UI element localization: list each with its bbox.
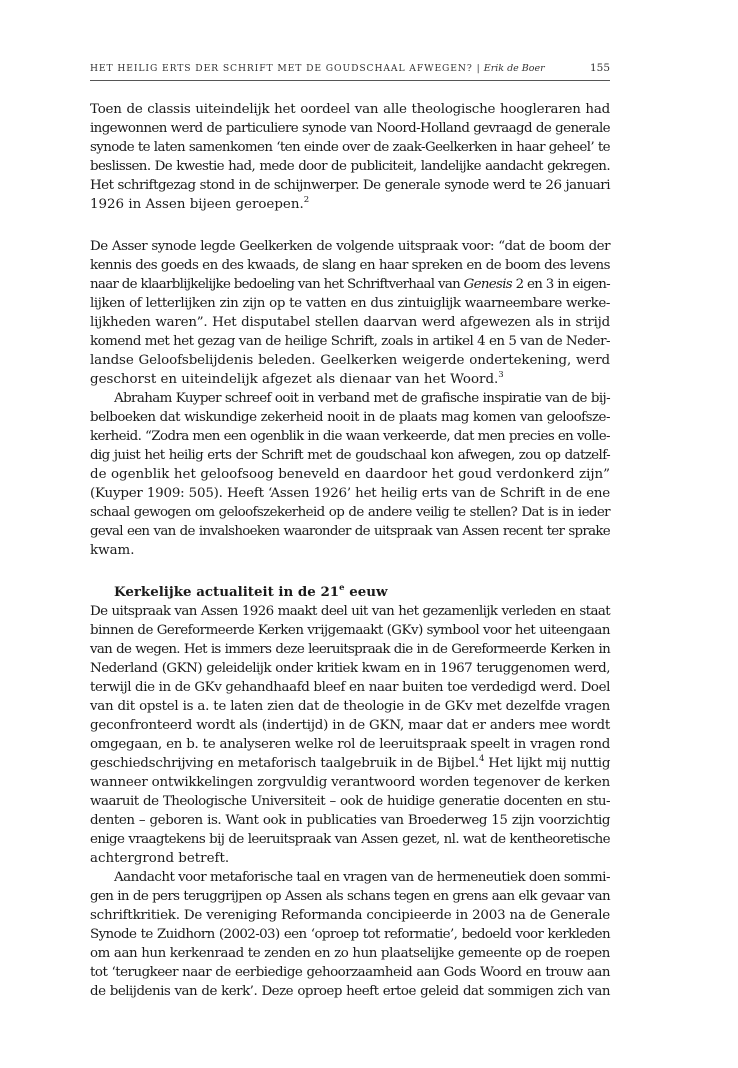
header-separator: | xyxy=(476,63,480,74)
text-line: Het schriftgezag stond in de schijnwerper. De generale synode werd te 26 januari xyxy=(90,178,610,193)
running-title: HET HEILIG ERTS DER SCHRIFT MET DE GOUDSCHAAL AFWEGEN? xyxy=(90,63,473,74)
paragraph-4 xyxy=(90,602,610,868)
text-line: van de wegen. Het is immers deze leeruitspraak die in de Gereformeerde Kerken in xyxy=(90,642,610,657)
text-line: achtergrond betreft. xyxy=(90,851,230,866)
text-line: kerheid. “Zodra men een ogenblik in die waan verkeerde, dat men precies en volle- xyxy=(90,429,610,444)
text-line: landse Geloofsbelijdenis beleden. Geelkerken weigerde ondertekening, werd xyxy=(90,353,610,368)
text-line xyxy=(90,370,610,389)
text-line: geval een van de invalshoeken waaronder de uitspraak van Assen recent ter sprake xyxy=(90,524,610,539)
text-line: schriftkritiek. De vereniging Reformanda concipieerde in 2003 na de Generale xyxy=(90,908,611,923)
text-line: waaruit de Theologische Universiteit – ook de huidige generatie docenten en stu- xyxy=(90,794,610,809)
heading-text: Kerkelijke actualiteit in de 21 xyxy=(114,584,340,600)
text-line: tot ‘terugkeer naar de eerbiedige gehoorzaamheid aan Gods Woord en trouw aan xyxy=(90,965,610,980)
text-line xyxy=(90,275,610,294)
heading-superscript: e xyxy=(339,582,345,593)
heading-text: eeuw xyxy=(344,584,388,600)
text-segment: 1926 in Assen bijeen geroepen. xyxy=(90,197,304,212)
text-segment: 2 en 3 in eigen- xyxy=(511,277,610,292)
text-line xyxy=(90,195,610,214)
text-line: omgegaan, en b. te analyseren welke rol de leeruitspraak speelt in vragen rond xyxy=(90,737,610,752)
page-number: 155 xyxy=(589,62,610,74)
text-line: geconfronteerd wordt als (indertijd) in de GKN, maar dat er anders mee wordt xyxy=(90,718,610,733)
text-line: Aandacht voor metaforische taal en vragen van de hermeneutiek doen sommi- xyxy=(114,870,610,885)
text-line: kwam. xyxy=(90,543,135,558)
text-line: Abraham Kuyper schreef ooit in verband met de grafische inspiratie van de bij- xyxy=(114,391,610,406)
text-line: beslissen. De kwestie had, mede door de publiciteit, landelijke aandacht gekregen. xyxy=(90,159,610,174)
header-rule xyxy=(90,80,610,81)
footnote-ref-4: 4 xyxy=(478,753,485,764)
text-line: De uitspraak van Assen 1926 maakt deel uit van het gezamenlijk verleden en staat xyxy=(90,604,610,619)
section-heading xyxy=(90,583,610,602)
text-line: van dit opstel is a. te laten zien dat de theologie in de GKv met dezelfde vragen xyxy=(90,699,610,714)
text-segment: geschiedschrijving en metaforisch taalgebruik in de Bijbel. xyxy=(90,756,479,771)
text-line: denten – geboren is. Want ook in publicaties van Broederweg 15 zijn voorzichtig xyxy=(90,813,610,828)
text-line: ingewonnen werd de particuliere synode van Noord-Holland gevraagd de generale xyxy=(90,121,610,136)
running-header xyxy=(90,62,610,74)
text-line: dig juist het heilig erts der Schrift met de goudschaal kon afwegen, zou op datzelf- xyxy=(90,448,610,463)
body-text xyxy=(90,100,610,1001)
text-line: synode te laten samenkomen ‘ten einde over de zaak-Geelkerken in haar geheel’ te xyxy=(90,140,610,155)
text-line: gen in de pers teruggrijpen op Assen als schans tegen en grens aan elk gevaar van xyxy=(90,889,610,904)
text-line: lijken of letterlijken zin zijn op te vatten en dus zintuiglijk waarneembare werke- xyxy=(90,296,610,311)
text-line: schaal gewogen om geloofszekerheid op de andere veilig te stellen? Dat is in ieder xyxy=(90,505,610,520)
paragraph-2 xyxy=(90,237,610,389)
header-author: Erik de Boer xyxy=(483,63,545,74)
text-line: De Asser synode legde Geelkerken de volgende uitspraak voor: “dat de boom der xyxy=(90,239,610,254)
footnote-ref-2: 2 xyxy=(303,194,310,205)
text-line: kennis des goeds en des kwaads, de slang en haar spreken en de boom des levens xyxy=(90,258,610,273)
text-line: om aan hun kerkenraad te zenden en zo hun plaatselijke gemeente op de roepen xyxy=(90,946,610,961)
paragraph-gap xyxy=(90,214,610,237)
text-line: binnen de Gereformeerde Kerken vrijgemaakt (GKv) symbool voor het uiteengaan xyxy=(90,623,610,638)
text-line: wanneer ontwikkelingen zorgvuldig verantwoord worden tegenover de kerken xyxy=(90,775,611,790)
text-segment: naar de klaarblijkelijke bedoeling van het Schriftverhaal van xyxy=(90,277,464,292)
text-segment: geschorst en uiteindelijk afgezet als dienaar van het Woord. xyxy=(90,372,499,387)
text-line xyxy=(90,754,610,773)
paragraph-5 xyxy=(90,868,610,1001)
text-line: Toen de classis uiteindelijk het oordeel van alle theologische hoogleraren had xyxy=(90,102,610,117)
text-line: lijkheden waren”. Het disputabel stellen daarvan werd afgewezen als in strijd xyxy=(90,315,610,330)
text-line: (Kuyper 1909: 505). Heeft ‘Assen 1926’ het heilig erts van de Schrift in de ene xyxy=(90,486,610,501)
text-line: de ogenblik het geloofsoog beneveld en daardoor het goud verdonkerd zijn” xyxy=(90,467,610,482)
text-line: de belijdenis van de kerk’. Deze oproep heeft ertoe geleid dat sommigen zich van xyxy=(90,984,610,999)
book-title-genesis: Genesis xyxy=(463,277,512,292)
footnote-ref-3: 3 xyxy=(498,369,504,380)
paragraph-3 xyxy=(90,389,610,560)
text-line: Nederland (GKN) geleidelijk onder kritiek kwam en in 1967 teruggenomen werd, xyxy=(90,661,610,676)
paragraph-gap xyxy=(90,560,610,583)
text-line: belboeken dat wiskundige zekerheid nooit in de plaats mag komen van geloofsze- xyxy=(90,410,610,425)
paragraph-1 xyxy=(90,100,610,214)
text-segment: Het lijkt mij nuttig xyxy=(484,756,611,771)
text-line: enige vraagtekens bij de leeruitspraak van Assen gezet, nl. wat de kentheoretische xyxy=(90,832,610,847)
text-line: terwijl die in de GKv gehandhaafd bleef en naar buiten toe verdedigd werd. Doel xyxy=(90,680,610,695)
text-line: komend met het gezag van de heilige Schrift, zoals in artikel 4 en 5 van de Neder- xyxy=(90,334,610,349)
text-line: Synode te Zuidhorn (2002-03) een ‘oproep tot reformatie’, bedoeld voor kerkleden xyxy=(90,927,610,942)
